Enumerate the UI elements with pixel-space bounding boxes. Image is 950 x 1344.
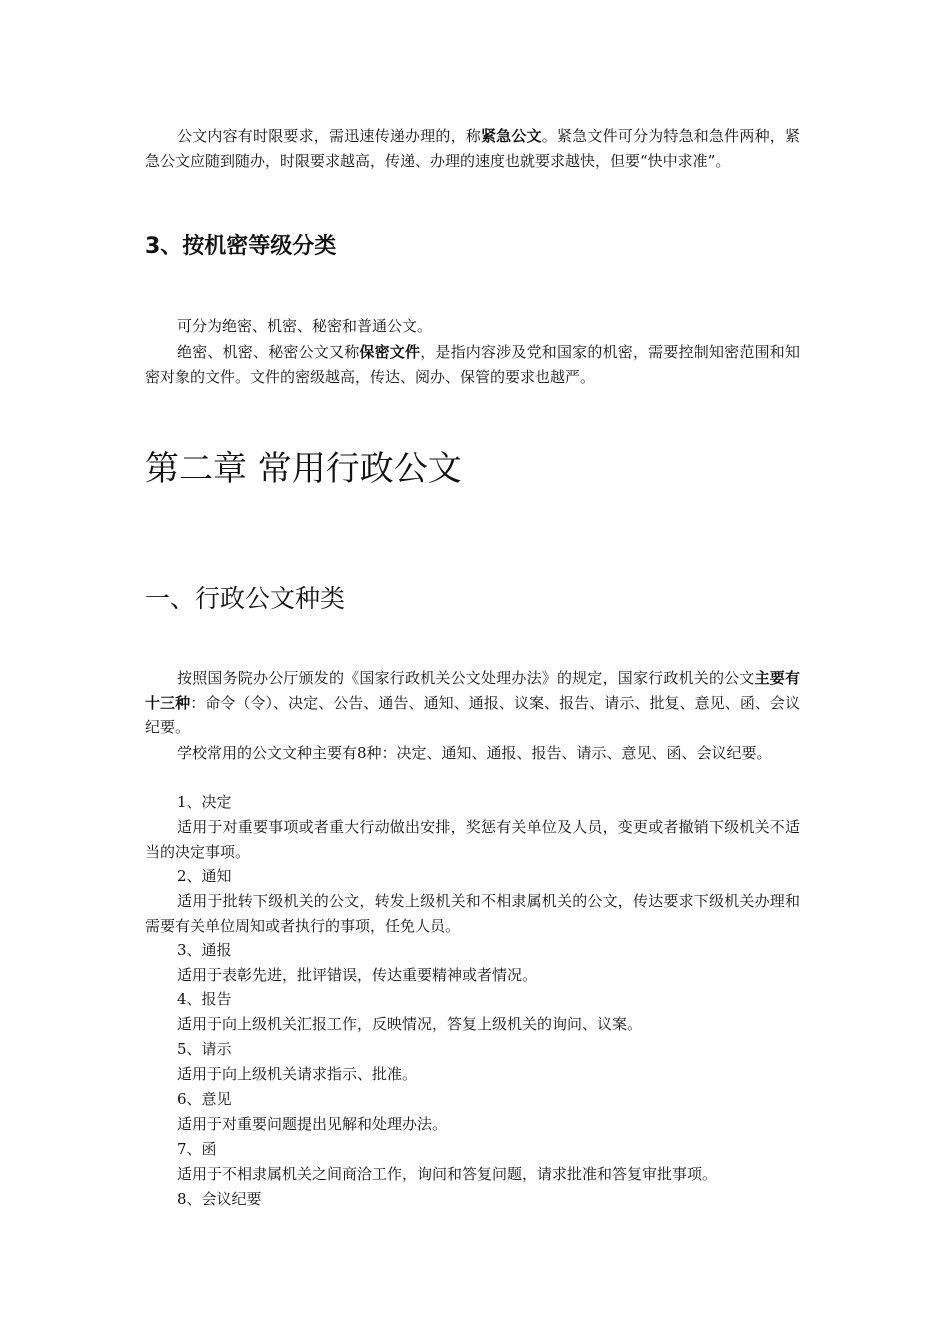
list-item-title: 5、请示 (177, 1040, 232, 1058)
bold-term: 紧急公文 (480, 127, 542, 145)
list-item-title: 8、会议纪要 (177, 1190, 262, 1208)
classified-document-paragraph (145, 340, 800, 389)
list-item-description: 适用于向上级机关汇报工作，反映情况，答复上级机关的询问、议案。 (177, 1015, 643, 1033)
list-item-description: 适用于向上级机关请求指示、批准。 (177, 1065, 418, 1083)
list-item-description: 适用于表彰先进，批评错误，传达重要精神或者情况。 (177, 966, 538, 984)
list-item-title: 7、函 (177, 1140, 217, 1158)
secrecy-levels-paragraph: 可分为绝密、机密、秘密和普通公文。 (177, 317, 433, 335)
section-heading: 3、按机密等级分类 (145, 234, 337, 259)
urgent-document-paragraph (145, 124, 800, 173)
paragraph-text: ：命令（令）、决定、公告、通告、通知、通报、议案、报告、请示、批复、意见、函、会议纪要。 (145, 693, 800, 736)
document-types-paragraph (145, 666, 800, 740)
list-item-title: 1、决定 (177, 793, 232, 811)
paragraph-text: ，是指内容涉及党和国家的机密，需要控制知密范围和知密对象的文件。文件的密级越高，传达、阅办、保管的要求也越严。 (145, 343, 800, 386)
list-item-description: 适用于对重要问题提出见解和处理办法。 (177, 1115, 448, 1133)
list-item-title: 4、报告 (177, 990, 232, 1008)
list-item-title: 6、意见 (177, 1090, 232, 1108)
section-heading: 一、行政公文种类 (145, 584, 346, 613)
paragraph-text: 。紧急文件可分为特急和急件两种，紧急公文应随到随办，时限要求越高，传递、办理的速度也就要求越快，但要“快中求准”。 (145, 127, 800, 170)
paragraph-text: 公文内容有时限要求，需迅速传递办理的，称 (177, 127, 481, 145)
list-item-title: 3、通报 (177, 941, 232, 959)
list-item-description: 适用于不相隶属机关之间商洽工作，询问和答复问题，请求批准和答复审批事项。 (177, 1165, 718, 1183)
paragraph-text: 绝密、机密、秘密公文又称 (177, 343, 360, 361)
school-document-types-paragraph: 学校常用的公文文种主要有8种：决定、通知、通报、报告、请示、意见、函、会议纪要。 (177, 744, 772, 762)
bold-term: 保密文件 (359, 343, 421, 361)
paragraph-text: 按照国务院办公厅颁发的《国家行政机关公文处理办法》的规定，国家行政机关的公文 (177, 669, 755, 687)
list-item-description: 适用于对重要事项或者重大行动做出安排，奖惩有关单位及人员，变更或者撤销下级机关不适当的决定事项。 (145, 818, 800, 861)
list-item-title: 2、通知 (177, 867, 232, 885)
bold-term: 主要有十三种 (145, 669, 800, 712)
chapter-title: 第二章 常用行政公文 (145, 449, 462, 489)
list-item-description: 适用于批转下级机关的公文，转发上级机关和不相隶属机关的公文，传达要求下级机关办理和需要有关单位周知或者执行的事项，任免人员。 (145, 892, 800, 935)
